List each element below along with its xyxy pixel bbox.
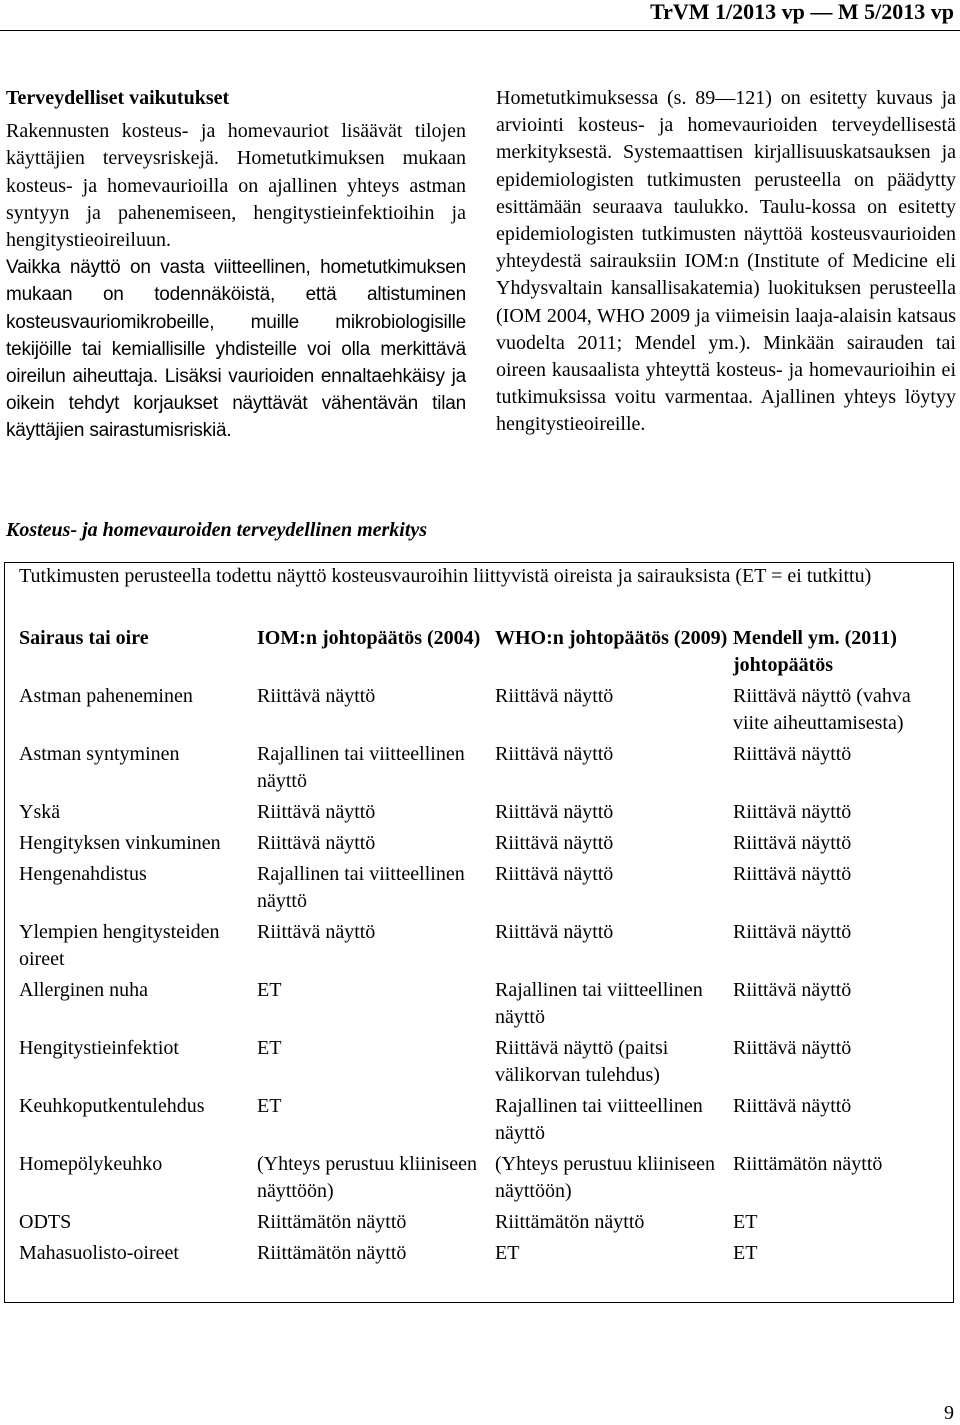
table-row bbox=[19, 1239, 945, 1270]
left-paragraph-1: Rakennusten kosteus- ja homevauriot lisäävät tilojen käyttäjien terveysriskejä. Hometutkimuksen mukaan kosteus- ja homevaurioilla on ajallinen yhteys astman syntyyn ja pahenemiseen, hengitystieinfektioihin ja hengitystieoireiluun. bbox=[6, 120, 466, 252]
evidence-cell: Riittävä näyttö bbox=[257, 801, 376, 823]
evidence-cell: Riittävä näyttö bbox=[495, 832, 614, 854]
evidence-cell: Riittävä näyttö bbox=[733, 921, 852, 943]
table-row bbox=[19, 798, 945, 829]
evidence-cell: ET bbox=[733, 1211, 758, 1233]
condition-cell: Yskä bbox=[19, 801, 61, 823]
evidence-cell: Riittämätön näyttö bbox=[257, 1242, 407, 1264]
evidence-cell: Riittävä näyttö bbox=[733, 1037, 852, 1059]
table-caption: Tutkimusten perusteella todettu näyttö kosteusvauroihin liittyvistä oireista ja sairauksista (ET = ei tutkittu) bbox=[19, 565, 872, 587]
evidence-cell: Rajallinen tai viitteellinen näyttö bbox=[257, 863, 465, 912]
table-row bbox=[19, 1150, 945, 1208]
evidence-cell: (Yhteys perustuu kliiniseen näyttöön) bbox=[495, 1153, 715, 1202]
evidence-cell: Riittämätön näyttö bbox=[257, 1211, 407, 1233]
condition-cell: Ylempien hengitysteiden oireet bbox=[19, 921, 220, 970]
evidence-cell: Riittävä näyttö bbox=[733, 863, 852, 885]
page-header: TrVM 1/2013 vp — M 5/2013 vp bbox=[650, 0, 954, 24]
evidence-cell: Riittämätön näyttö bbox=[733, 1153, 883, 1175]
evidence-cell: ET bbox=[733, 1242, 758, 1264]
evidence-cell: Riittävä näyttö bbox=[495, 921, 614, 943]
evidence-cell: Riittävä näyttö bbox=[733, 1095, 852, 1117]
condition-cell: Hengitystieinfektiot bbox=[19, 1037, 179, 1059]
evidence-cell: Riittävä näyttö bbox=[257, 832, 376, 854]
right-column bbox=[496, 85, 956, 439]
header-cell: WHO:n johtopäätös (2009) bbox=[495, 627, 728, 649]
right-paragraph-1: Hometutkimuksessa (s. 89—121) on esitetty kuvaus ja arviointi kosteus- ja homevaurioiden terveydellisestä merkityksestä. Systemaattisen kirjallisuuskatsauksen ja epidemiologisten tutkimusten perusteella on päädytty esittämään seuraava taulukko. Taulu-kossa on esitetty epidemiologisten tutkimusten näyttöä kosteusvaurioiden yhteydestä sairauksiin IOM:n (Institute of Medicine eli Yhdysvaltain kansallisakatemia) luokituksen perusteella (IOM 2004, WHO 2009 ja viimeisin laaja-alaisin katsaus vuodelta 2011; Mendel ym.). Minkään sairauden tai oireen kausaalista yhteyttä kosteus- ja homevaurioihin ei tutkimuksissa voitu varmentaa. Ajallinen yhteys löytyy hengitystieoireille. bbox=[496, 87, 956, 436]
evidence-cell: ET bbox=[257, 1037, 282, 1059]
evidence-cell: Riittävä näyttö bbox=[733, 832, 852, 854]
left-paragraph-2: Vaikka näyttö on vasta viitteellinen, hometutkimuksen mukaan on todennäköistä, että altistuminen kosteusvauriomikrobeille, muille mikrobiologisille tekijöille tai kemiallisille yhdisteille voi olla merkittävä oireilun aiheuttaja. Lisäksi vaurioiden ennaltaehkäisy ja oikein tehdyt korjaukset näyttävät vähentävän tilan käyttäjien sairastumisriskiä. bbox=[6, 257, 466, 442]
evidence-cell: Riittävä näyttö bbox=[733, 801, 852, 823]
section-heading: Terveydelliset vaikutukset bbox=[6, 87, 230, 109]
evidence-cell: Riittävä näyttö (paitsi välikorvan tulehdus) bbox=[495, 1037, 669, 1086]
table-row bbox=[19, 682, 945, 740]
table-header-row bbox=[19, 624, 945, 682]
evidence-cell: Riittämätön näyttö bbox=[495, 1211, 645, 1233]
evidence-cell: Riittävä näyttö (vahva viite aiheuttamisesta) bbox=[733, 685, 911, 734]
evidence-cell: Riittävä näyttö bbox=[495, 743, 614, 765]
evidence-cell: Rajallinen tai viitteellinen näyttö bbox=[495, 979, 703, 1028]
table-row bbox=[19, 860, 945, 918]
table-section-title: Kosteus- ja homevauroiden terveydellinen merkitys bbox=[6, 519, 428, 541]
evidence-cell: Rajallinen tai viitteellinen näyttö bbox=[495, 1095, 703, 1144]
evidence-cell: ET bbox=[495, 1242, 520, 1264]
evidence-cell: Riittävä näyttö bbox=[733, 979, 852, 1001]
table-row bbox=[19, 1034, 945, 1092]
evidence-cell: (Yhteys perustuu kliiniseen näyttöön) bbox=[257, 1153, 477, 1202]
table-row bbox=[19, 976, 945, 1034]
condition-cell: Hengityksen vinkuminen bbox=[19, 832, 221, 854]
evidence-cell: Riittävä näyttö bbox=[257, 921, 376, 943]
evidence-table bbox=[19, 624, 945, 1270]
condition-cell: Mahasuolisto-oireet bbox=[19, 1242, 179, 1264]
table-row bbox=[19, 918, 945, 976]
evidence-cell: Riittävä näyttö bbox=[495, 863, 614, 885]
header-cell: IOM:n johtopäätös (2004) bbox=[257, 627, 481, 649]
evidence-cell: ET bbox=[257, 1095, 282, 1117]
evidence-cell: Riittävä näyttö bbox=[257, 685, 376, 707]
condition-cell: Hengenahdistus bbox=[19, 863, 147, 885]
table-row bbox=[19, 1092, 945, 1150]
evidence-cell: Rajallinen tai viitteellinen näyttö bbox=[257, 743, 465, 792]
table-row bbox=[19, 740, 945, 798]
evidence-cell: Riittävä näyttö bbox=[495, 801, 614, 823]
condition-cell: ODTS bbox=[19, 1211, 72, 1233]
evidence-cell: ET bbox=[257, 979, 282, 1001]
left-column bbox=[6, 85, 466, 445]
header-cell: Mendell ym. (2011) johtopäätös bbox=[733, 627, 897, 676]
header-divider bbox=[0, 30, 960, 31]
table-row bbox=[19, 829, 945, 860]
evidence-cell: Riittävä näyttö bbox=[733, 743, 852, 765]
header-cell: Sairaus tai oire bbox=[19, 627, 149, 649]
table-row bbox=[19, 1208, 945, 1239]
condition-cell: Astman paheneminen bbox=[19, 685, 193, 707]
page-number: 9 bbox=[944, 1402, 954, 1424]
condition-cell: Allerginen nuha bbox=[19, 979, 149, 1001]
condition-cell: Astman syntyminen bbox=[19, 743, 180, 765]
condition-cell: Homepölykeuhko bbox=[19, 1153, 163, 1175]
condition-cell: Keuhkoputkentulehdus bbox=[19, 1095, 205, 1117]
evidence-cell: Riittävä näyttö bbox=[495, 685, 614, 707]
evidence-table-box bbox=[4, 562, 954, 1303]
